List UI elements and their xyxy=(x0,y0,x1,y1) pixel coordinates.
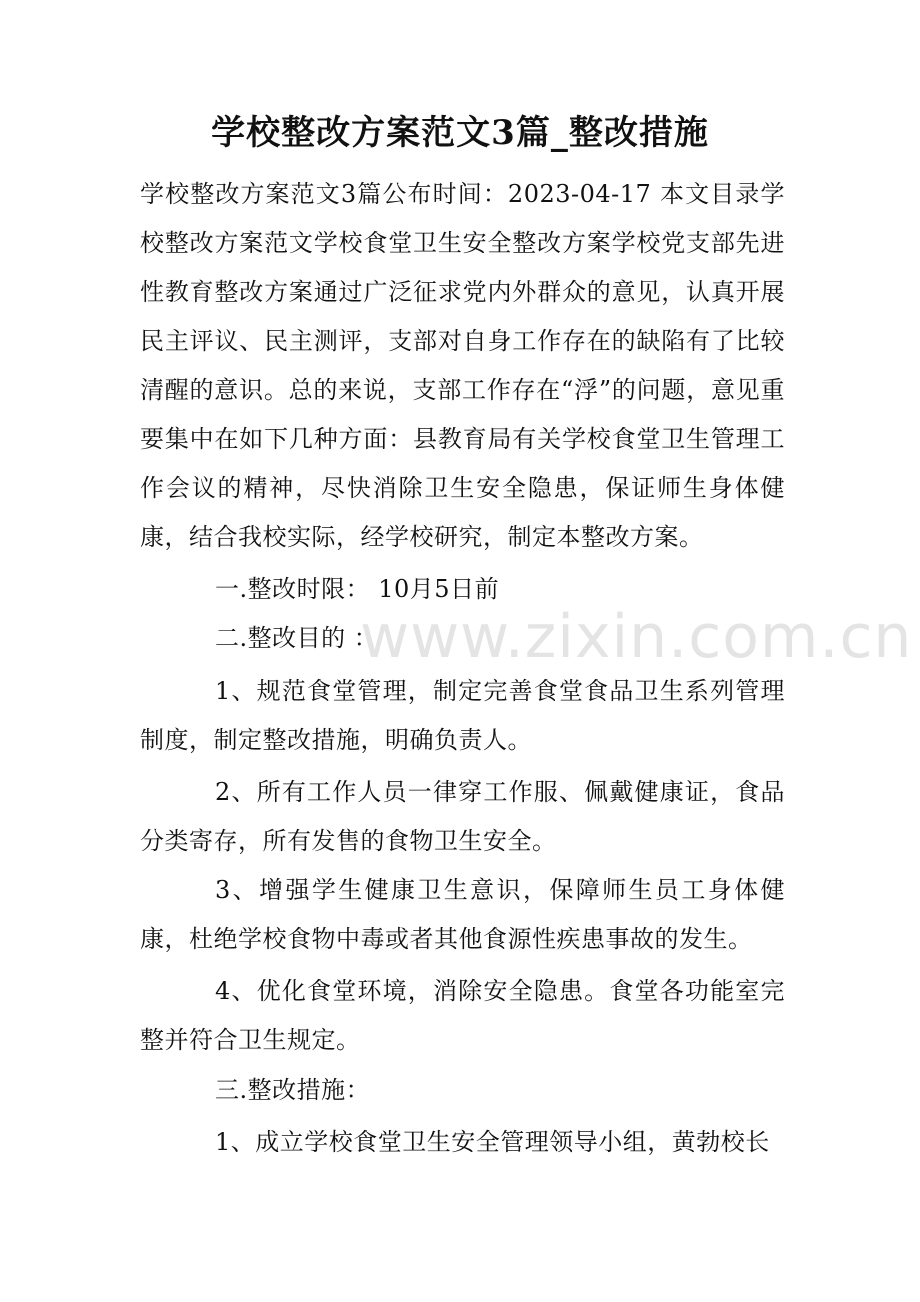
intro-paragraph: 学校整改方案范文3篇公布时间：2023-04-17 本文目录学校整改方案范文学校食堂卫生安全整改方案学校党支部先进性教育整改方案通过广泛征求党内外群众的意见，认真开展民主评议、民主测评，支部对自身工作存在的缺陷有了比较清醒的意识。总的来说，支部工作存在“浮”的问题，意见重要集中在如下几种方面：县教育局有关学校食堂卫生管理工作会议的精神，尽快消除卫生安全隐患，保证师生身体健康，结合我校实际，经学校研究，制定本整改方案。 xyxy=(140,180,785,551)
section-heading-time-limit: 一.整改时限： 10月5日前 xyxy=(215,575,500,603)
purpose-item-2: 2、所有工作人员一律穿工作服、佩戴健康证，食品分类寄存，所有发售的食物卫生安全。 xyxy=(140,778,785,855)
document-title: 学校整改方案范文3篇_整改措施 xyxy=(211,113,709,153)
watermark: www.zixin.com.cn xyxy=(360,602,913,672)
measure-item-1: 1、成立学校食堂卫生安全管理领导小组，黄勃校长 xyxy=(215,1128,770,1156)
purpose-item-3: 3、增强学生健康卫生意识，保障师生员工身体健康，杜绝学校食物中毒或者其他食源性疾患事故的发生。 xyxy=(140,876,785,953)
purpose-item-4: 4、优化食堂环境，消除安全隐患。食堂各功能室完整并符合卫生规定。 xyxy=(140,977,785,1054)
section-heading-purpose: 二.整改目的 ： xyxy=(215,624,379,652)
purpose-item-1: 1、规范食堂管理，制定完善食堂食品卫生系列管理制度，制定整改措施，明确负责人。 xyxy=(140,677,785,754)
section-heading-measures: 三.整改措施： xyxy=(215,1076,371,1104)
